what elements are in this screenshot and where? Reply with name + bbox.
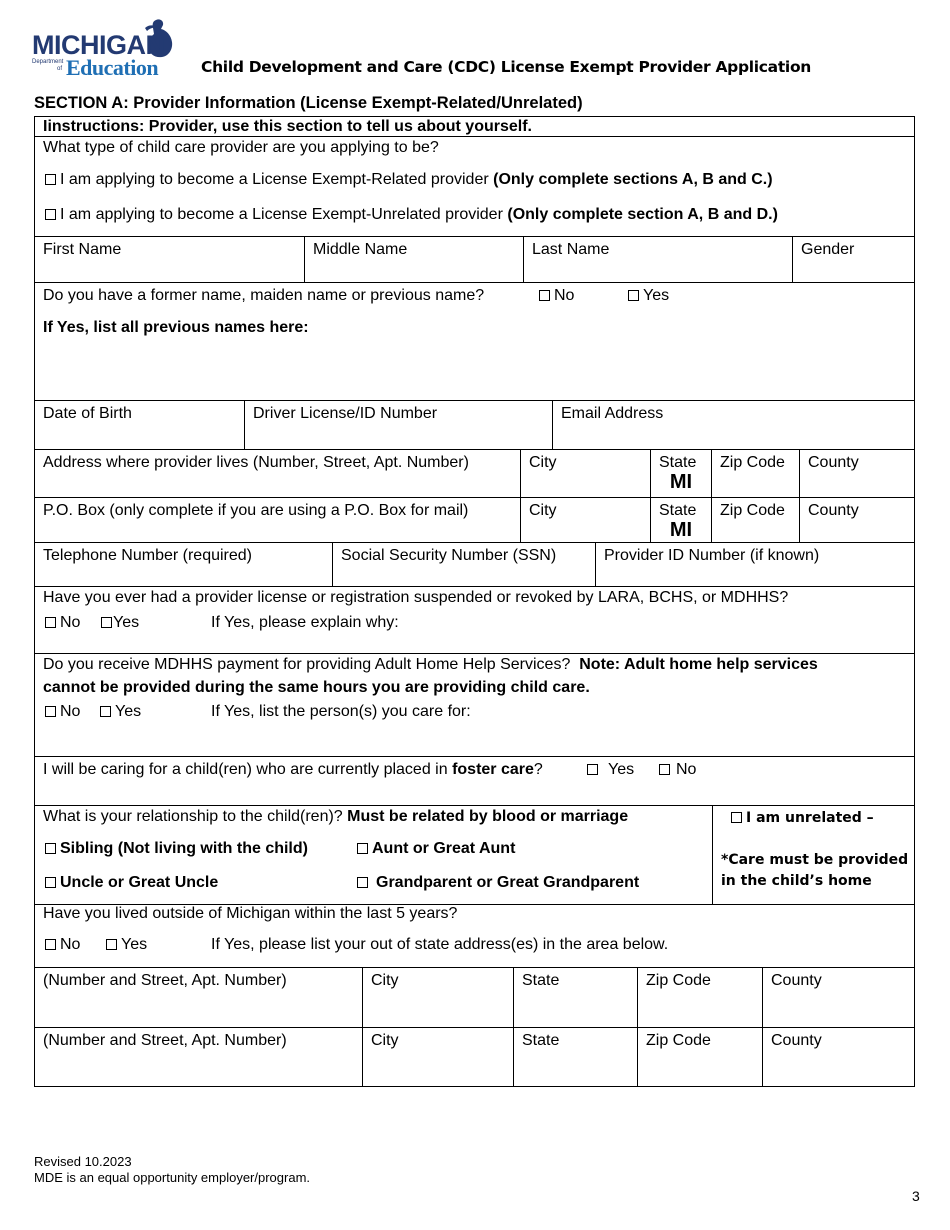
out-of-state-state-field[interactable]: State: [513, 1028, 637, 1087]
address-state-value: MI: [669, 471, 693, 493]
adult-home-help-row: [35, 653, 914, 756]
provider-information-form: [34, 116, 915, 1087]
gender-field[interactable]: Gender: [792, 237, 914, 282]
outside-michigan-yes-option[interactable]: Yes: [106, 936, 147, 954]
related-checkbox[interactable]: [45, 174, 56, 185]
email-field[interactable]: Email Address: [552, 401, 914, 449]
application-title: Child Development and Care (CDC) License Exempt Provider Application: [201, 58, 812, 76]
po-box-state-value: MI: [669, 519, 693, 541]
driver-license-field[interactable]: Driver License/ID Number: [244, 401, 552, 449]
uncle-checkbox[interactable]: [45, 877, 56, 888]
adult-help-list-label: If Yes, list the person(s) you care for:: [211, 703, 471, 720]
equal-opportunity-statement: MDE is an equal opportunity employer/program.: [34, 1170, 311, 1185]
address-field[interactable]: Address where provider lives (Number, Street, Apt. Number): [43, 454, 469, 471]
ssn-field[interactable]: Social Security Number (SSN): [332, 543, 595, 586]
foster-care-no-option[interactable]: No: [659, 761, 696, 779]
po-box-city-field[interactable]: City: [520, 498, 650, 542]
adult-help-no-option[interactable]: No: [45, 703, 80, 721]
logo-michigan-text: MICHIGAN: [32, 30, 165, 60]
former-name-yes-option[interactable]: Yes: [628, 287, 669, 305]
adult-home-help-note: cannot be provided during the same hours you are providing child care.: [43, 679, 590, 696]
po-box-row: [35, 497, 914, 542]
unrelated-cell: [712, 806, 914, 904]
page-number: 3: [912, 1188, 920, 1204]
previous-names-label: If Yes, list all previous names here:: [43, 319, 309, 336]
foster-care-no-checkbox[interactable]: [659, 764, 670, 775]
unrelated-checkbox[interactable]: [731, 812, 742, 823]
name-row: [35, 236, 914, 282]
first-name-field[interactable]: First Name: [43, 241, 122, 258]
outside-michigan-row: [35, 904, 914, 967]
outside-michigan-no-option[interactable]: No: [45, 936, 80, 954]
relationship-row: [35, 805, 914, 904]
aunt-checkbox[interactable]: [357, 843, 368, 854]
footer: [34, 1154, 310, 1186]
license-suspended-question: Have you ever had a provider license or registration suspended or revoked by LARA, BCHS, or MDHHS?: [43, 589, 789, 606]
out-of-state-state-field[interactable]: State: [513, 968, 637, 1027]
out-of-state-city-field[interactable]: City: [362, 968, 513, 1027]
unrelated-option[interactable]: I am unrelated –: [731, 810, 874, 826]
foster-care-row: [35, 756, 914, 805]
po-box-county-field[interactable]: County: [799, 498, 914, 542]
address-city-field[interactable]: City: [520, 450, 650, 497]
relationship-options-cell: [35, 806, 712, 904]
address-row: [35, 449, 914, 497]
provider-id-field[interactable]: Provider ID Number (if known): [595, 543, 914, 586]
former-name-question: Do you have a former name, maiden name or previous name?: [43, 287, 485, 304]
out-of-state-city-field[interactable]: City: [362, 1028, 513, 1087]
unrelated-note-line1: *Care must be provided: [721, 852, 909, 868]
provider-type-row: [35, 136, 914, 236]
foster-care-yes-option[interactable]: Yes: [587, 761, 634, 779]
revised-date: Revised 10.2023: [34, 1154, 132, 1169]
unrelated-note-line2: in the child’s home: [721, 873, 872, 889]
section-title: SECTION A: Provider Information (License Exempt-Related/Unrelated): [34, 94, 583, 112]
license-suspended-explain-label: If Yes, please explain why:: [211, 614, 399, 631]
adult-help-no-checkbox[interactable]: [45, 706, 56, 717]
previous-names-input[interactable]: [43, 341, 903, 395]
out-of-state-address-row: [35, 967, 914, 1027]
po-box-state-field[interactable]: State MI: [650, 498, 711, 542]
po-box-zip-field[interactable]: Zip Code: [711, 498, 799, 542]
grandparent-checkbox[interactable]: [357, 877, 368, 888]
out-of-state-zip-field[interactable]: Zip Code: [637, 1028, 762, 1087]
instructions-text: Iinstructions: Provider, use this section to tell us about yourself.: [43, 118, 532, 135]
license-suspended-row: [35, 586, 914, 653]
po-box-field[interactable]: P.O. Box (only complete if you are using a P.O. Box for mail): [43, 502, 469, 519]
grandparent-option[interactable]: Grandparent or Great Grandparent: [357, 874, 639, 892]
related-option[interactable]: I am applying to become a License Exempt-Related provider (Only complete sections A, B and C.): [45, 171, 773, 189]
outside-michigan-no-checkbox[interactable]: [45, 939, 56, 950]
license-suspended-no-checkbox[interactable]: [45, 617, 56, 628]
adult-home-help-question: Do you receive MDHHS payment for providing Adult Home Help Services? Note: Adult home help services: [43, 656, 818, 673]
outside-michigan-list-label: If Yes, please list your out of state address(es) in the area below.: [211, 936, 669, 953]
address-county-field[interactable]: County: [799, 450, 914, 497]
relationship-question: What is your relationship to the child(ren)? Must be related by blood or marriage: [43, 808, 629, 825]
sibling-option[interactable]: Sibling (Not living with the child): [45, 840, 308, 858]
logo-department-text: Department of: [32, 59, 64, 72]
former-name-no-checkbox[interactable]: [539, 290, 550, 301]
license-suspended-no-option[interactable]: No: [45, 614, 80, 632]
address-state-field[interactable]: State MI: [650, 450, 711, 497]
out-of-state-street-field[interactable]: (Number and Street, Apt. Number): [43, 972, 287, 989]
foster-care-yes-checkbox[interactable]: [587, 764, 598, 775]
phone-row: [35, 542, 914, 586]
former-name-no-option[interactable]: No: [539, 287, 574, 305]
aunt-option[interactable]: Aunt or Great Aunt: [357, 840, 515, 858]
out-of-state-zip-field[interactable]: Zip Code: [637, 968, 762, 1027]
foster-care-question: I will be caring for a child(ren) who are currently placed in foster care?: [43, 761, 543, 778]
former-name-row: [35, 282, 914, 400]
instructions-row: [35, 117, 914, 136]
unrelated-checkbox[interactable]: [45, 209, 56, 220]
logo-education-text: Education: [66, 55, 159, 80]
license-suspended-yes-checkbox[interactable]: [101, 617, 112, 628]
last-name-field[interactable]: Last Name: [523, 237, 792, 282]
identity-row: [35, 400, 914, 449]
out-of-state-street-field[interactable]: (Number and Street, Apt. Number): [43, 1032, 287, 1049]
license-suspended-yes-option[interactable]: Yes: [101, 614, 139, 632]
provider-type-question: What type of child care provider are you applying to be?: [43, 139, 439, 156]
telephone-field[interactable]: Telephone Number (required): [43, 547, 252, 564]
unrelated-option[interactable]: I am applying to become a License Exempt-Unrelated provider (Only complete section A, B and D.): [45, 206, 778, 224]
out-of-state-county-field[interactable]: County: [762, 968, 914, 1027]
address-zip-field[interactable]: Zip Code: [711, 450, 799, 497]
michigan-education-logo: [30, 18, 176, 78]
uncle-option[interactable]: Uncle or Great Uncle: [45, 874, 218, 892]
former-name-yes-checkbox[interactable]: [628, 290, 639, 301]
outside-michigan-question: Have you lived outside of Michigan within the last 5 years?: [43, 905, 458, 922]
middle-name-field[interactable]: Middle Name: [304, 237, 523, 282]
adult-help-yes-option[interactable]: Yes: [100, 703, 141, 721]
out-of-state-county-field[interactable]: County: [762, 1028, 914, 1087]
sibling-checkbox[interactable]: [45, 843, 56, 854]
outside-michigan-yes-checkbox[interactable]: [106, 939, 117, 950]
adult-help-yes-checkbox[interactable]: [100, 706, 111, 717]
out-of-state-address-row: [35, 1027, 914, 1087]
date-of-birth-field[interactable]: Date of Birth: [43, 405, 132, 422]
